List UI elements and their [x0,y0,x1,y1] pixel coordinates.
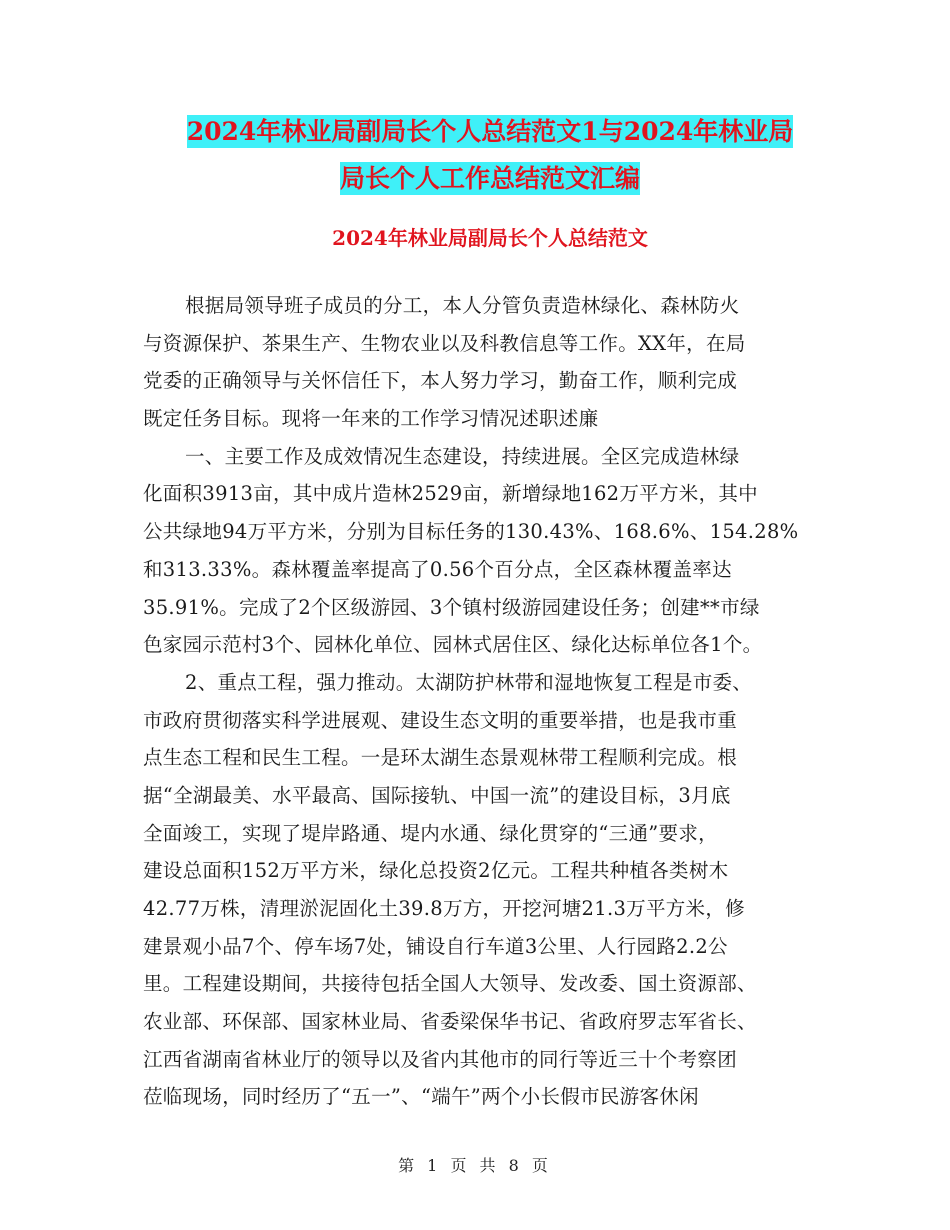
body-line: 据“全湖最美、水平最高、国际接轨、中国一流”的建设目标，3月底 [143,783,731,807]
body-line: 市政府贯彻落实科学进展观、建设生态文明的重要举措，也是我市重 [143,708,738,732]
document-title-line-1: 2024年林业局副局长个人总结范文1与2024年林业局 [186,117,794,146]
body-line: 与资源保护、茶果生产、生物农业以及科教信息等工作。XX年，在局 [143,331,746,355]
body-line: 42.77万株，清理淤泥固化土39.8万方，开挖河塘21.3万平方米，修 [143,897,745,920]
document-title [140,108,840,202]
body-line: 农业部、环保部、国家林业局、省委梁保华书记、省政府罗志军省长、 [143,1010,757,1034]
document-title-line-2: 局长个人工作总结范文汇编 [339,164,640,193]
body-line: 里。工程建设期间，共接待包括全国人大领导、发改委、国土资源部、 [143,972,757,996]
body-line: 根据局领导班子成员的分工，本人分管负责造林绿化、森林防火 [185,294,740,317]
body-line: 色家园示范村3个、园林化单位、园林式居住区、绿化达标单位各1个。 [143,633,763,657]
body-line: 2、重点工程，强力推动。太湖防护林带和湿地恢复工程是市委、 [185,670,753,694]
body-line: 党委的正确领导与关怀信任下，本人努力学习，勤奋工作，顺利完成 [143,369,738,393]
body-line: 点生态工程和民生工程。一是环太湖生态景观林带工程顺利完成。根 [143,746,738,770]
body-line: 公共绿地94万平方米，分别为目标任务的130.43%、168.6%、154.28% [143,520,799,544]
body-line: 35.91%。完成了2个区级游园、3个镇村级游园建设任务；创建**市绿 [143,595,760,619]
body-line: 建景观小品7个、停车场7处，铺设自行车道3公里、人行园路2.2公 [143,934,728,958]
body-line: 和313.33%。森林覆盖率提高了0.56个百分点，全区森林覆盖率达 [143,557,732,581]
body-line: 莅临现场，同时经历了“五一”、“端午”两个小长假市民游客休闲 [143,1085,699,1109]
body-line: 建设总面积152万平方米，绿化总投资2亿元。工程共种植各类树木 [143,859,729,883]
body-line: 既定任务目标。现将一年来的工作学习情况述职述廉 [143,407,599,431]
page-footer: 第 1 页 共 8 页 [398,1156,552,1175]
body-line: 全面竣工，实现了堤岸路通、堤内水通、绿化贯穿的“三通”要求， [143,821,718,845]
body-line: 一、主要工作及成效情况生态建设，持续进展。全区完成造林绿 [185,444,740,468]
body-line: 化面积3913亩，其中成片造林2529亩，新增绿地162万平方米，其中 [143,482,758,506]
body-line: 江西省湖南省林业厅的领导以及省内其他市的同行等近三十个考察团 [143,1047,738,1071]
document-body [143,287,843,1116]
section-title: 2024年林业局副局长个人总结范文 [332,226,648,250]
